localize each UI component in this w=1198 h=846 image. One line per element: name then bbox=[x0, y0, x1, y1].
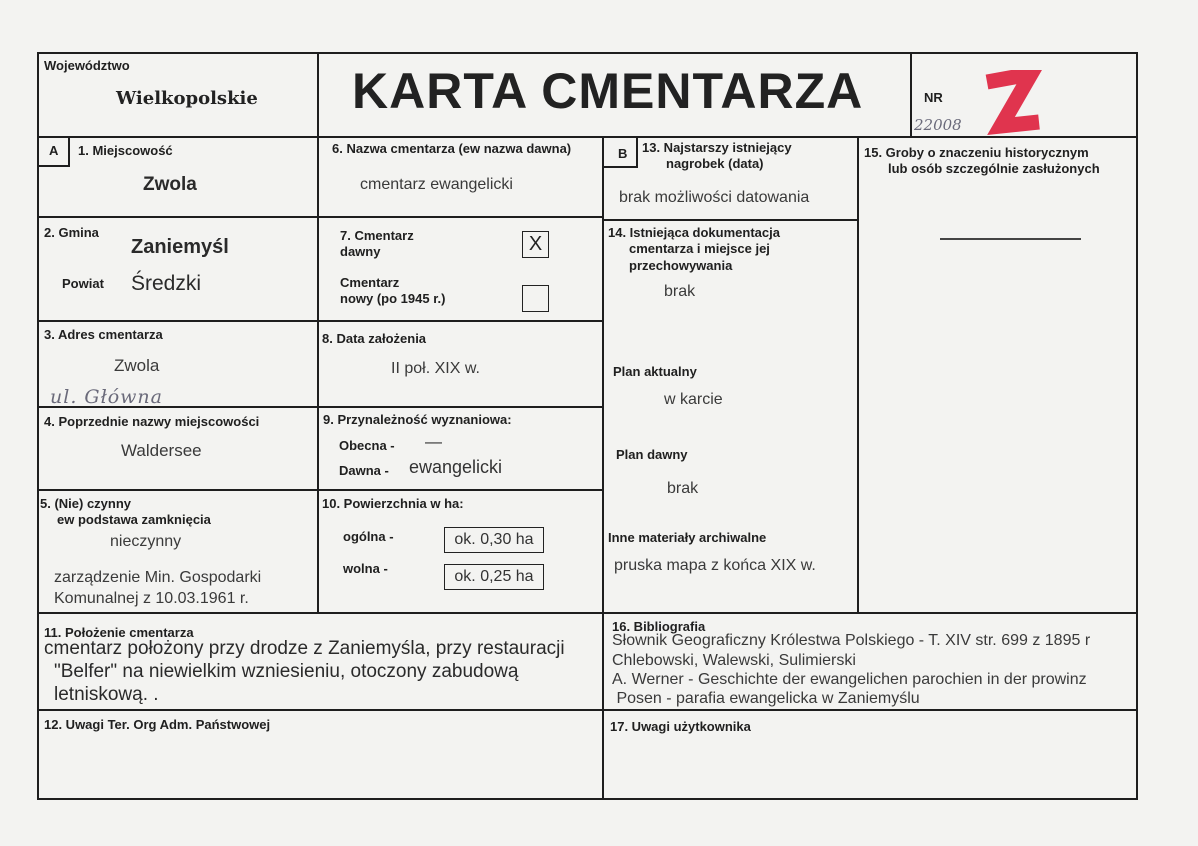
powiat-label: Powiat bbox=[62, 276, 104, 291]
nagrobek-label: 13. Najstarszy istniejący bbox=[642, 140, 792, 155]
wolna-value: ok. 0,25 ha bbox=[454, 568, 534, 585]
czynny-label: 5. (Nie) czynny bbox=[40, 496, 132, 511]
cmentarz-dawny-label: 7. Cmentarz bbox=[340, 228, 414, 243]
miejscowosc-value: Zwola bbox=[143, 174, 197, 195]
powierzchnia-label: 10. Powierzchnia w ha: bbox=[322, 496, 464, 511]
ogolna-value: ok. 0,30 ha bbox=[454, 531, 534, 548]
nr-stamp bbox=[983, 70, 1043, 140]
cmentarz-nowy-checkbox[interactable] bbox=[522, 285, 549, 312]
section-a-letter: A bbox=[49, 143, 59, 158]
ogolna-label: ogólna - bbox=[343, 529, 394, 544]
checkbox-x-mark: X bbox=[528, 233, 543, 255]
nr-handwritten: 22008 bbox=[914, 116, 962, 134]
uwagi-ter-label: 12. Uwagi Ter. Org Adm. Państwowej bbox=[44, 717, 271, 732]
czynny-sublabel: ew podstawa zamknięcia bbox=[57, 512, 211, 527]
bibliografia-line2: Chlebowski, Walewski, Sulimierski bbox=[612, 652, 856, 669]
powiat-value: Średzki bbox=[131, 272, 202, 295]
przynaleznosc-label: 9. Przynależność wyznaniowa: bbox=[323, 412, 512, 427]
adres-value: Zwola bbox=[114, 356, 160, 375]
adres-label: 3. Adres cmentarza bbox=[44, 327, 163, 342]
plan-aktualny-label: Plan aktualny bbox=[613, 364, 697, 379]
cmentarz-dawny-sublabel: dawny bbox=[340, 244, 381, 259]
miejscowosc-label: 1. Miejscowość bbox=[78, 143, 173, 158]
nazwa-label: 6. Nazwa cmentarza (ew nazwa dawna) bbox=[332, 141, 572, 156]
inne-materialy-value: pruska mapa z końca XIX w. bbox=[614, 557, 816, 574]
polozenie-line1: cmentarz położony przy drodze z Zaniemyśla, przy restauracji bbox=[44, 638, 565, 659]
voivodeship-label: Województwo bbox=[44, 58, 130, 73]
wolna-field bbox=[444, 564, 544, 590]
section-b-letter: B bbox=[618, 146, 628, 161]
page-title: KARTA CMENTARZA bbox=[352, 63, 864, 119]
polozenie-line2: "Belfer" na niewielkim wzniesieniu, otoczony zabudową bbox=[54, 661, 519, 682]
data-zalozenia-value: II poł. XIX w. bbox=[391, 360, 480, 377]
data-zalozenia-label: 8. Data założenia bbox=[322, 331, 427, 346]
nagrobek-sublabel: nagrobek (data) bbox=[666, 156, 764, 171]
groby-label: 15. Groby o znaczeniu historycznym bbox=[864, 145, 1089, 160]
adres-handwritten: ul. Główna bbox=[50, 386, 163, 408]
cmentarz-nowy-label: Cmentarz bbox=[340, 275, 400, 290]
obecna-label: Obecna - bbox=[339, 438, 395, 453]
voivodeship-value: Wielkopolskie bbox=[116, 88, 258, 109]
gmina-label: 2. Gmina bbox=[44, 225, 99, 240]
poprzednie-label: 4. Poprzednie nazwy miejscowości bbox=[44, 414, 260, 429]
bibliografia-line3: A. Werner - Geschichte der ewangelichen parochien in der prowinz bbox=[612, 671, 1087, 688]
polozenie-line3: letniskową. . bbox=[54, 684, 159, 705]
zarzadzenie-line1: zarządzenie Min. Gospodarki bbox=[54, 569, 262, 586]
czynny-value: nieczynny bbox=[110, 533, 182, 550]
bibliografia-label: 16. Bibliografia bbox=[612, 619, 706, 634]
groby-sublabel: lub osób szczególnie zasłużonych bbox=[888, 161, 1100, 176]
dokumentacja-label: 14. Istniejąca dokumentacja bbox=[608, 225, 780, 240]
plan-dawny-label: Plan dawny bbox=[616, 447, 688, 462]
nr-label: NR bbox=[924, 90, 943, 105]
wolna-label: wolna - bbox=[343, 561, 388, 576]
obecna-value: — bbox=[425, 432, 442, 451]
inne-materialy-label: Inne materiały archiwalne bbox=[608, 530, 767, 545]
poprzednie-value: Waldersee bbox=[121, 441, 202, 460]
dawna-value: ewangelicki bbox=[409, 457, 503, 477]
cmentarz-dawny-checkbox[interactable] bbox=[522, 231, 549, 258]
zarzadzenie-line2: Komunalnej z 10.03.1961 r. bbox=[54, 590, 249, 607]
polozenie-label: 11. Położenie cmentarza bbox=[44, 625, 194, 640]
bibliografia-line1: Słownik Geograficzny Królestwa Polskiego - T. XIV str. 699 z 1895 r bbox=[612, 632, 1091, 649]
gmina-value: Zaniemyśl bbox=[131, 236, 229, 258]
nazwa-value: cmentarz ewangelicki bbox=[360, 176, 513, 193]
dokumentacja-sublabel-1: cmentarza i miejsce jej bbox=[629, 241, 770, 256]
nagrobek-value: brak możliwości datowania bbox=[619, 189, 810, 206]
uwagi-uzytkownika-label: 17. Uwagi użytkownika bbox=[610, 719, 751, 734]
groby-empty-line bbox=[940, 238, 1081, 240]
cmentarz-nowy-sublabel: nowy (po 1945 r.) bbox=[340, 291, 446, 306]
dawna-label: Dawna - bbox=[339, 463, 389, 478]
bibliografia-line4: Posen - parafia ewangelicka w Zaniemyślu bbox=[612, 690, 920, 707]
dokumentacja-sublabel-2: przechowywania bbox=[629, 258, 733, 273]
ogolna-field bbox=[444, 527, 544, 553]
plan-aktualny-value: w karcie bbox=[664, 391, 723, 408]
plan-dawny-value: brak bbox=[667, 480, 699, 497]
dokumentacja-value: brak bbox=[664, 283, 696, 300]
